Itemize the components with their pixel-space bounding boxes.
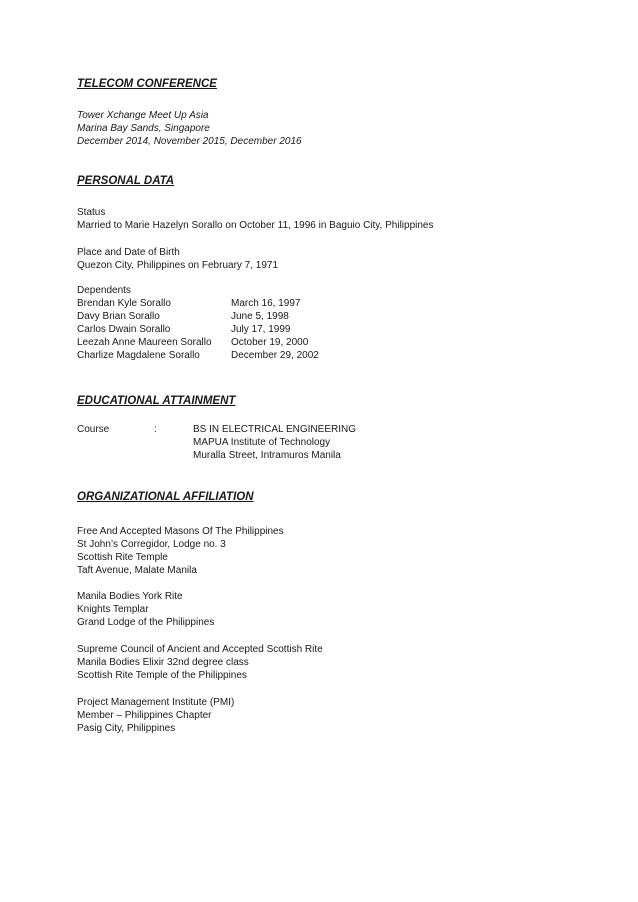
affiliation-line: Manila Bodies York Rite — [77, 591, 183, 602]
affiliation-line: Scottish Rite Temple of the Philippines — [77, 670, 247, 681]
personal-heading: PERSONAL DATA — [77, 175, 175, 187]
course-separator: : — [154, 424, 157, 435]
education-line: Muralla Street, Intramuros Manila — [193, 450, 341, 461]
dependent-date: October 19, 2000 — [231, 337, 309, 348]
telecom-heading: TELECOM CONFERENCE — [77, 78, 217, 90]
status-value: Married to Marie Hazelyn Sorallo on October 11, 1996 in Baguio City, Philippines — [77, 220, 434, 231]
telecom-line: Tower Xchange Meet Up Asia — [77, 110, 209, 121]
dependent-date: March 16, 1997 — [231, 298, 301, 309]
dependent-name: Davy Brian Sorallo — [77, 311, 160, 322]
education-line: MAPUA Institute of Technology — [193, 437, 331, 448]
affiliation-line: Pasig City, Philippines — [77, 723, 176, 734]
telecom-line: Marina Bay Sands, Singapore — [77, 123, 210, 134]
telecom-line: December 2014, November 2015, December 2016 — [77, 136, 302, 147]
affiliation-line: Manila Bodies Elixir 32nd degree class — [77, 657, 249, 668]
dependent-name: Charlize Magdalene Sorallo — [77, 350, 200, 361]
status-label: Status — [77, 207, 106, 218]
affiliation-line: Scottish Rite Temple — [77, 552, 168, 563]
education-line: BS IN ELECTRICAL ENGINEERING — [193, 424, 356, 435]
affiliation-heading: ORGANIZATIONAL AFFILIATION — [77, 491, 254, 503]
course-label: Course — [77, 424, 110, 435]
affiliation-line: St John’s Corregidor, Lodge no. 3 — [77, 539, 226, 550]
affiliation-line: Grand Lodge of the Philippines — [77, 617, 215, 628]
affiliation-line: Free And Accepted Masons Of The Philippines — [77, 526, 284, 537]
affiliation-line: Taft Avenue, Malate Manila — [77, 565, 197, 576]
education-heading: EDUCATIONAL ATTAINMENT — [77, 395, 236, 407]
affiliation-line: Supreme Council of Ancient and Accepted Scottish Rite — [77, 644, 323, 655]
dependents-label: Dependents — [77, 285, 131, 296]
dependent-date: June 5, 1998 — [231, 311, 289, 322]
dependent-name: Carlos Dwain Sorallo — [77, 324, 171, 335]
dependent-name: Leezah Anne Maureen Sorallo — [77, 337, 212, 348]
dependent-date: July 17, 1999 — [231, 324, 291, 335]
affiliation-line: Project Management Institute (PMI) — [77, 697, 235, 708]
birth-value: Quezon City, Philippines on February 7, 1971 — [77, 260, 279, 271]
affiliation-line: Knights Templar — [77, 604, 149, 615]
dependent-date: December 29, 2002 — [231, 350, 319, 361]
dependent-name: Brendan Kyle Sorallo — [77, 298, 171, 309]
affiliation-line: Member – Philippines Chapter — [77, 710, 212, 721]
birth-label: Place and Date of Birth — [77, 247, 180, 258]
